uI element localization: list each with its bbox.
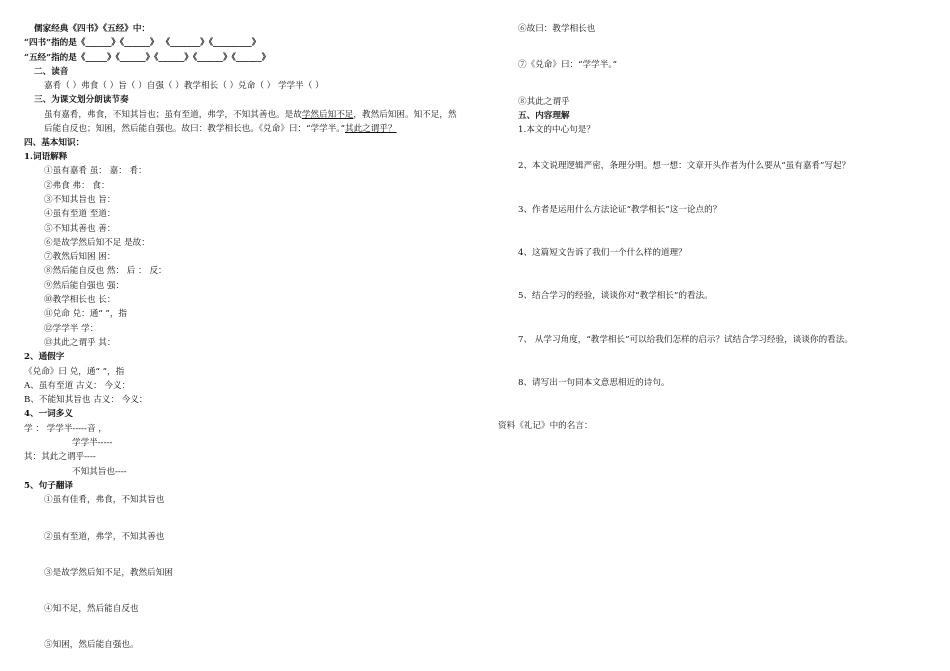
vocab-item: ④虽有至道 至道： [44,209,116,220]
sishu-line [24,36,464,50]
question: 5、结合学习的经验，谈谈你对“教学相长”的看法。 [518,291,713,302]
sishu-blanks: ______》《______》 《_______》《_________》 [85,38,261,49]
duoyi-4: 不知其旨也---- [72,466,127,477]
question: 8、请写出一句同本文意思相近的诗句。 [518,377,670,388]
header-classics: 儒家经典《四书》《五经》中： [34,24,151,34]
translate-item: ③是故学然后知不足，教然后知困 [44,567,173,578]
section-basic-title: 四、基本知识： [24,137,85,148]
left-column [24,22,464,653]
passage-underline-1: 学然后知不足 [301,109,354,120]
vocab-item: ⑤不知其善也 善： [44,223,116,234]
vocab-item: ⑫学学半 学： [44,323,99,334]
section-content-title: 五、内容理解 [518,110,570,121]
translate-item: ⑥故曰：教学相长也 [518,24,596,34]
question: 7、 从学习角度，“教学相长”可以给我们怎样的启示？试结合学习经验，谈谈你的看法。 [518,334,853,345]
vocab-item: ⑬其此之谓乎 其： [44,337,116,348]
duoyi-3: 其：其此之谓乎---- [24,452,96,463]
question: 3、作者是运用什么方法论证“教学相长”这一论点的？ [518,204,722,215]
right-column [498,22,938,434]
vocab-item: ⑪兑命 兑：通“ ”，指 [44,309,128,320]
section-rhythm-title: 三、为课文划分朗读节奏 [34,95,129,106]
vocab-item: ⑦教然后知困 困： [44,252,116,263]
reference-label: 资料《礼记》中的名言： [498,421,593,432]
vocab-item: ②弗食 弗： 食： [44,180,110,191]
reading-line: 嘉肴（ ）弗食（ ）旨（ ）自强（ ）教学相长（ ）兑命（ ） 学学半（ ） [44,81,324,92]
vocab-list [24,164,464,350]
passage-part-1: 虽有嘉肴，弗食，不知其旨也；虽有至道，弗学，不知其善也。是故 [44,109,302,120]
question: 4、这篇短文告诉了我们一个什么样的道理？ [518,248,687,259]
vocab-item: ③不知其旨也 旨： [44,194,116,205]
section-reading-title: 二、读音 [34,66,69,77]
translate-item: ⑧其此之谓乎 [518,96,570,107]
tongjia-line: 《兑命》曰 兑，通“ ”，指 [24,366,125,377]
wujing-line [24,51,464,65]
vocab-title: 1.词语解释 [24,152,68,163]
vocab-item: ⑩教学相长也 长： [44,295,116,306]
duoyi-1: 学 ： 学学半-----音 ， [24,423,107,434]
translate-item: ②虽有至道，弗学，不知其善也 [44,531,165,542]
tongjia-a: A、虽有至道 古义： 今义： [24,380,131,391]
vocab-item: ⑨然后能自强也 强： [44,280,125,291]
translate-item: ④知不足，然后能自反也 [44,604,139,615]
tongjia-title: 2、通假字 [24,352,65,363]
duoyi-2: 学学半----- [72,438,113,449]
translate-title: 5、句子翻译 [24,480,73,491]
translate-item: ⑦《兑命》曰：“学学半。” [518,60,618,71]
passage [24,108,464,136]
vocab-item: ⑥是故学然后知不足 是故： [44,237,150,248]
passage-underline-2: 其此之谓乎？ [344,123,397,134]
question: 1.本文的中心句是？ [518,125,595,136]
translate-item: ⑤知困，然后能自强也。 [44,640,139,651]
sishu-label: “四书”指的是《 [24,38,86,49]
tongjia-b: B、不能知其旨也 古义： 今义： [24,395,148,406]
passage-part-2: ，教然后知困。知不足，然后能自反也；知困，然后能自强也。故曰：教学相长也。《兑命》曰：“学学半。” [44,109,457,134]
vocab-item: ①虽有嘉肴 虽： 嘉： 肴： [44,166,147,177]
duoyi-title: 4、一词多义 [24,409,73,420]
translate-item: ①虽有佳肴，弗食，不知其旨也 [44,495,165,506]
wujing-label: “五经”指的是《 [24,52,86,63]
wujing-blanks: _____》《______》《______》《______》《______》 [85,52,271,63]
vocab-item: ⑧然后能自反也 然： 后 ： 反： [44,266,167,277]
question: 2、本文说理逻辑严密，条理分明。想一想：文章开头作者为什么要从“虽有嘉肴”写起？ [518,161,851,172]
